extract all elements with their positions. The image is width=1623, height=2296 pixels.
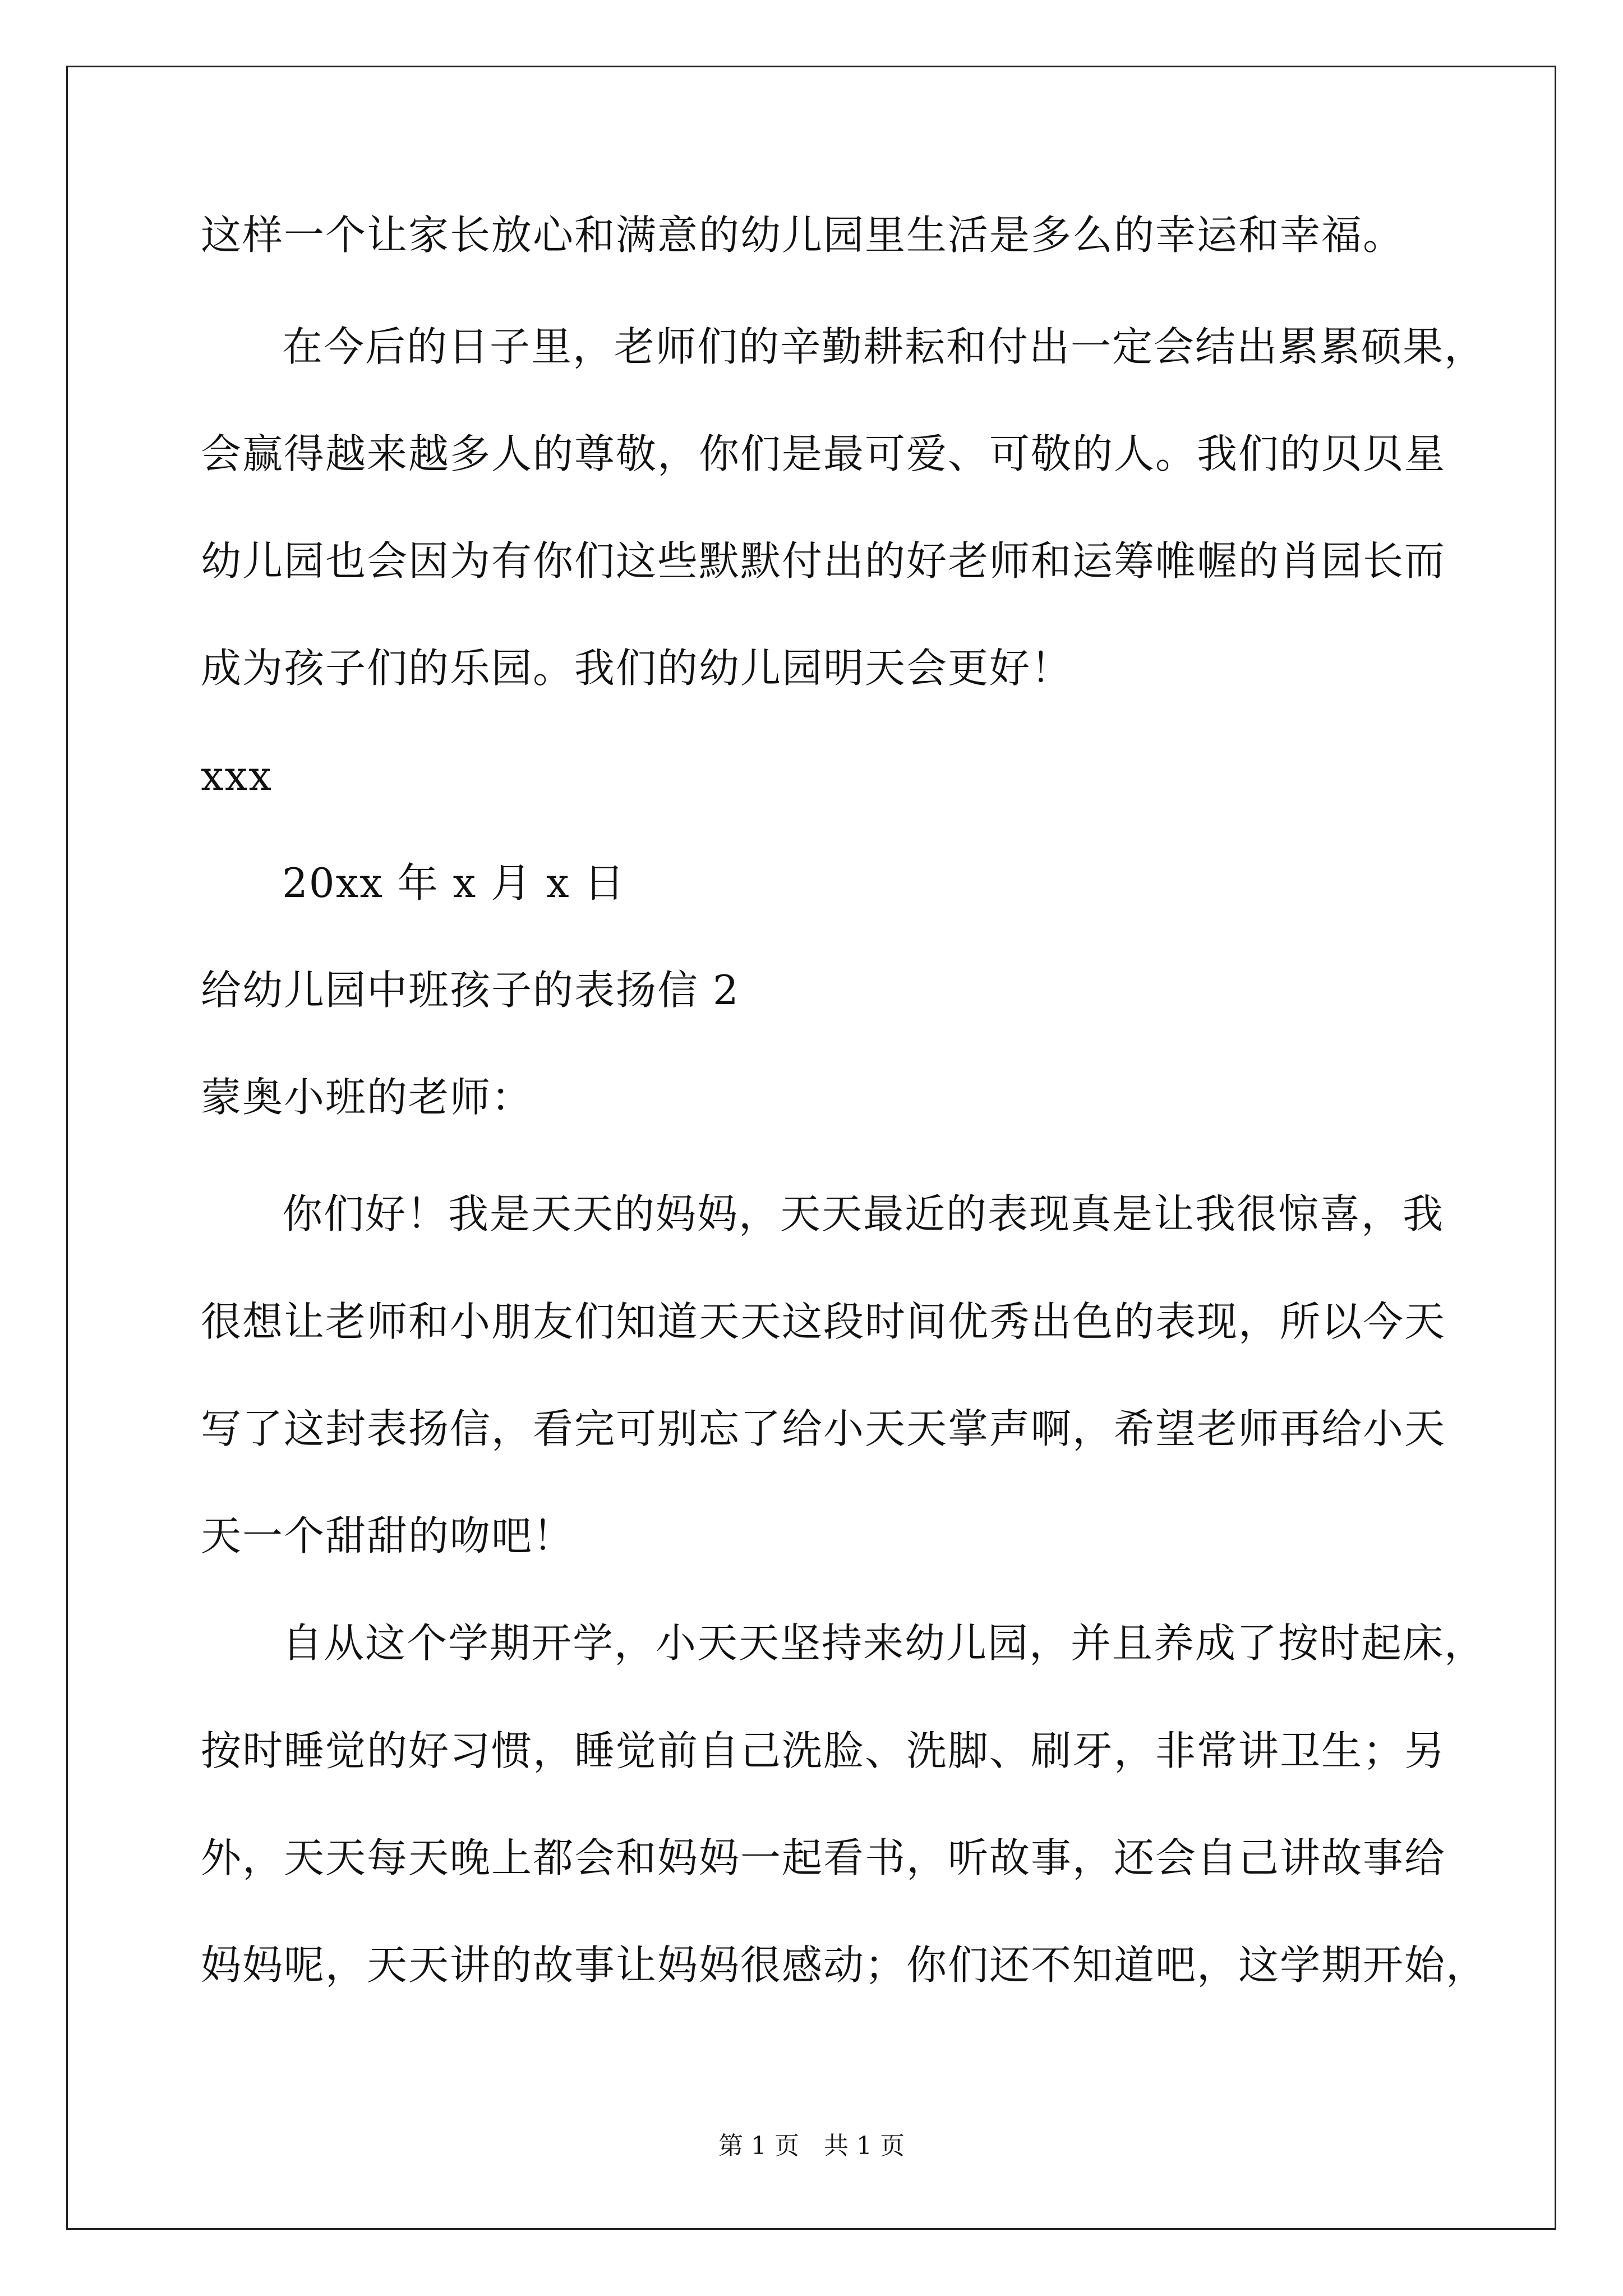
page-border: [66, 66, 1556, 2230]
text-line-11: 很想让老师和小朋友们知道天天这段时间优秀出色的表现，所以今天: [201, 1298, 1446, 1345]
signature: xxx: [201, 752, 273, 799]
text-line-16: 外，天天每天晚上都会和妈妈一起看书，听故事，还会自己讲故事给: [201, 1834, 1446, 1881]
text-line-2: 在今后的日子里，老师们的辛勤耕耘和付出一定会结出累累硕果，: [282, 323, 1486, 370]
page-number: 第 1 页 共 1 页: [718, 2132, 905, 2160]
date-line: 20xx 年 x 月 x 日: [282, 859, 626, 907]
text-line-15: 按时睡觉的好习惯，睡觉前自己洗脸、洗脚、刷牙，非常讲卫生；另: [201, 1727, 1446, 1774]
text-line-12: 写了这封表扬信，看完可别忘了给小天天掌声啊，希望老师再给小天: [201, 1405, 1446, 1452]
text-line-4: 幼儿园也会因为有你们这些默默付出的好老师和运筹帷幄的肖园长而: [201, 537, 1446, 585]
text-line-10: 你们好！我是天天的妈妈，天天最近的表现真是让我很惊喜，我: [282, 1190, 1445, 1237]
text-line-13: 天一个甜甜的吻吧！: [201, 1512, 575, 1559]
text-line-14: 自从这个学期开学，小天天坚持来幼儿园，并且养成了按时起床，: [282, 1619, 1486, 1667]
salutation: 蒙奥小班的老师：: [201, 1074, 533, 1121]
text-line-1: 这样一个让家长放心和满意的幼儿园里生活是多么的幸运和幸福。: [201, 211, 1405, 259]
text-line-3: 会赢得越来越多人的尊敬，你们是最可爱、可敬的人。我们的贝贝星: [201, 430, 1446, 477]
letter-title: 给幼儿园中班孩子的表扬信 2: [201, 967, 740, 1014]
text-line-17: 妈妈呢，天天讲的故事让妈妈很感动；你们还不知道吧，这学期开始，: [201, 1941, 1488, 1989]
text-line-5: 成为孩子们的乐园。我们的幼儿园明天会更好！: [201, 645, 1073, 692]
